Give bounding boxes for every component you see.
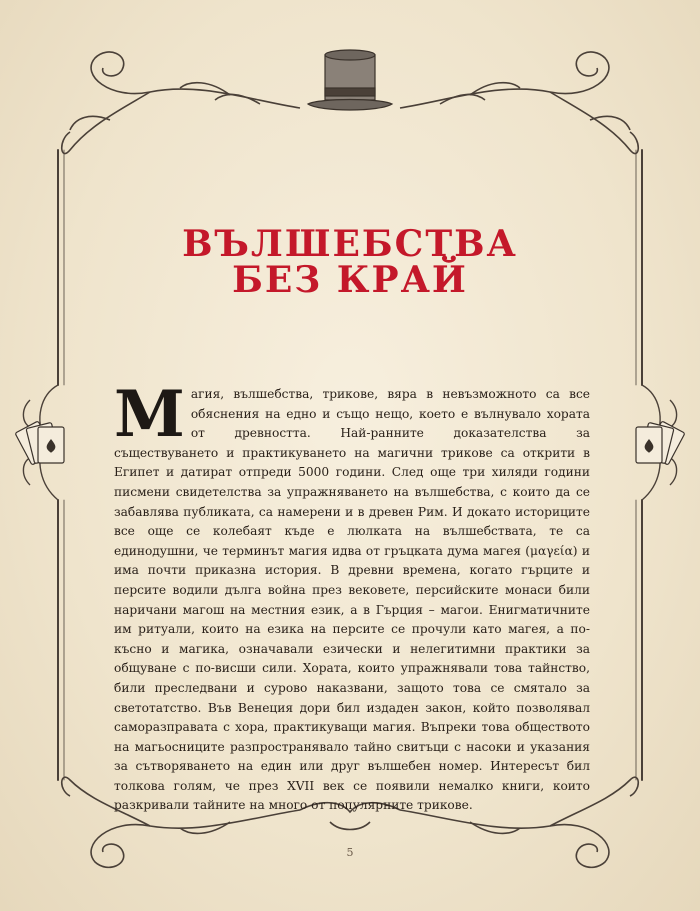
chapter-title-line-1: ВЪЛШЕБСТВА (182, 223, 518, 265)
playing-cards-icon (636, 421, 685, 465)
top-hat-icon (308, 50, 392, 110)
body-paragraph (114, 377, 590, 816)
page-number: 5 (346, 846, 354, 859)
chapter-title-line-2: БЕЗ КРАЙ (232, 259, 468, 301)
body-text: агия, вълшебства, трикове, вяра в невъзможното са все обяснения на едно и също нещо, което е вълнувало хората от древността. Най-ранните доказателства за съществуването и практикуването на магични трикове са открити в Египет и датират отпреди 5000 години. След още три хиляди години писмени свидетелства за упражняването на вълшебства, с които да се забавлява публиката, са намерени и в древен Рим. И докато историците все още се колебаят къде е люлката на вълшебствата, те са единодушни, че терминът магия идва от гръцката дума магея (μαγεία) и има почти приказна история. В древни времена, когато гърците и персите водили дълга война през вековете, персийските монаси били наричани магош на местния език, а в Гърция – магои. Енигматичните им ритуали, които на езика на персите се прочули като магея, а по-късно и магика, означавали езически и нелегитимни практики за общуване с по-висши сили. Хората, които упражнявали това тайнство, били преследвани и сурово наказвани, защото това се смятало за светотатство. Във Венеция дори бил издаден закон, който позволявал саморазправата с хора, практикуващи магия. Въпреки това обществото на магьосниците разпространявало тайно свитъци с насоки и указания за сътворяването на един или друг вълшебен номер. Интересът бил толкова голям, че през XVII век се появили немалко книги, които разкривали тайните на много от популярните трикове. (114, 387, 590, 813)
playing-cards-icon (15, 421, 64, 465)
drop-cap: М (114, 377, 185, 452)
